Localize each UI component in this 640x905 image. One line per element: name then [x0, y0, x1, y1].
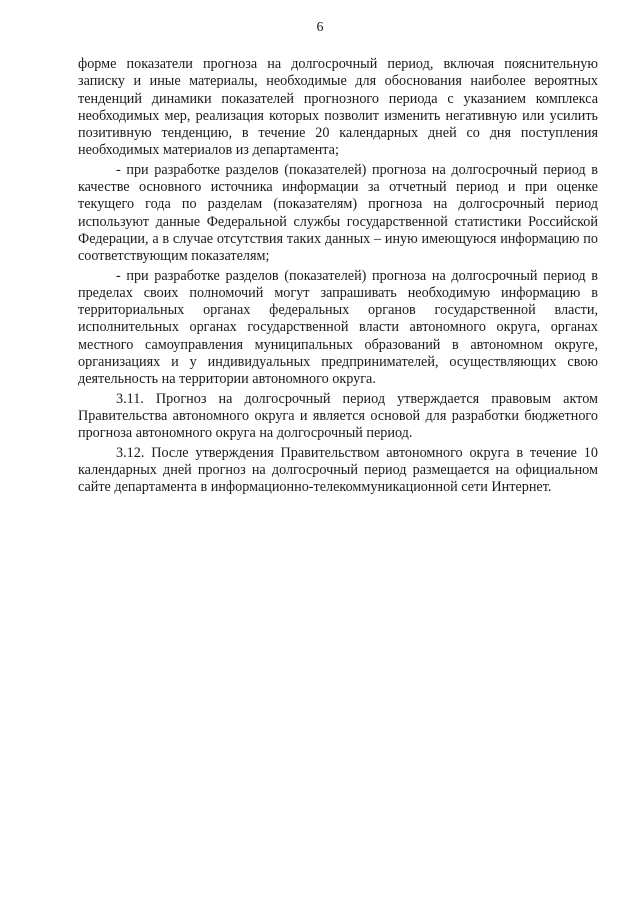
paragraph-statistics-source: - при разработке разделов (показателей) прогноза на долгосрочный период в качестве основного источника информации за отчетный период и при оценке текущего года по разделам (показателям) прогноза на долгосрочный период используют данные Федеральной службы государственной статистики Российской Федерации, а в случае отсутствия таких данных – иную имеющуюся информацию по соответствующим показателям; [78, 161, 598, 265]
document-body [78, 56, 598, 498]
page-number: 6 [316, 20, 324, 35]
paragraph-information-requests: - при разработке разделов (показателей) прогноза на долгосрочный период в пределах своих полномочий могут запрашивать необходимую информацию в территориальных органах федеральных органов государственной власти, исполнительных органах государственной власти автономного округа, органах местного самоуправления муниципальных образований в автономном округе, организациях и у индивидуальных предпринимателей, осуществляющих свою деятельность на территории автономного округа. [78, 267, 598, 388]
paragraph-clause-3-12: 3.12. После утверждения Правительством автономного округа в течение 10 календарных дней прогноз на долгосрочный период размещается на официальном сайте департамента в информационно-телекоммуникационной сети Интернет. [78, 444, 598, 496]
paragraph-continuation: форме показатели прогноза на долгосрочный период, включая пояснительную записку и иные материалы, необходимые для обоснования наиболее вероятных тенденций динамики показателей прогнозного периода с указанием комплекса необходимых мер, реализация которых позволит изменить негативную или усилить позитивную тенденцию, в течение 20 календарных дней со дня поступления необходимых материалов из департамента; [78, 56, 598, 159]
paragraph-clause-3-11: 3.11. Прогноз на долгосрочный период утверждается правовым актом Правительства автономного округа и является основой для разработки бюджетного прогноза автономного округа на долгосрочный период. [78, 390, 598, 442]
